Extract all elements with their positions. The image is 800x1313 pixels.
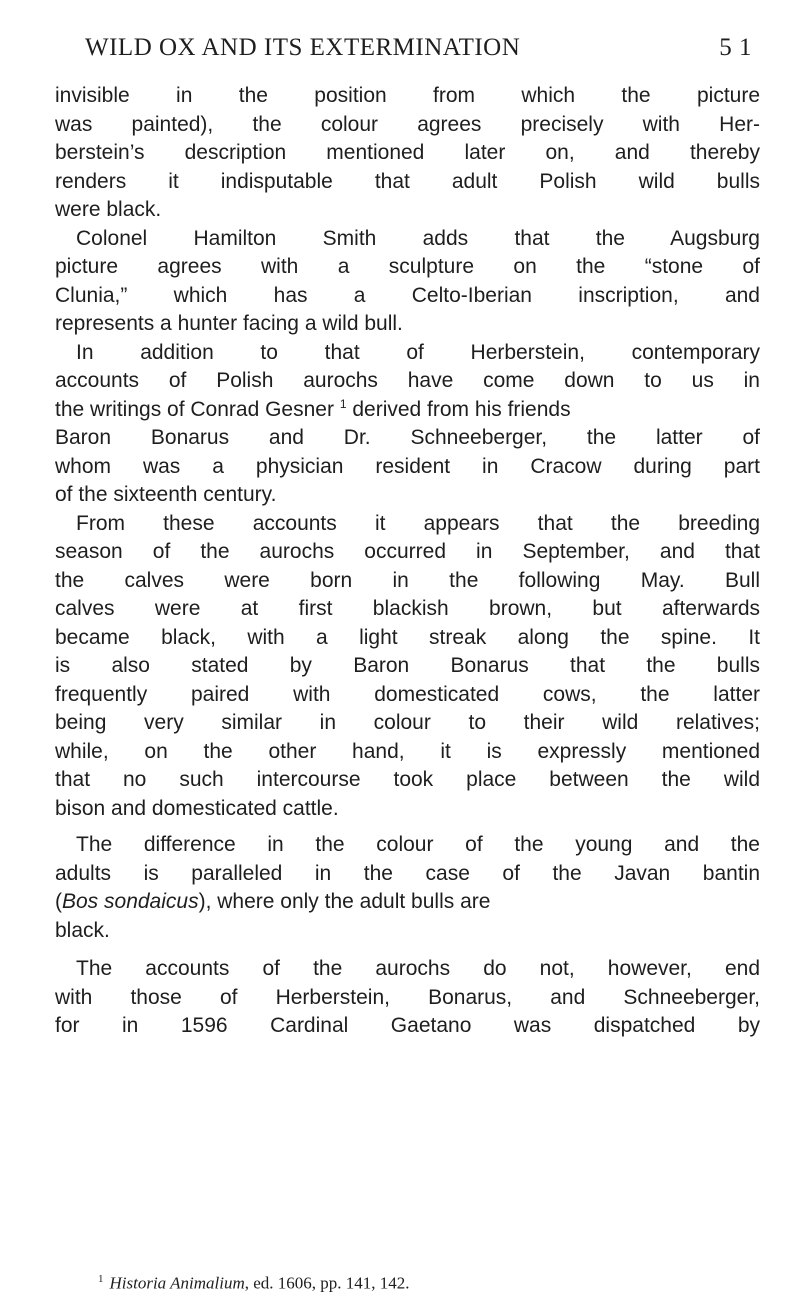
paragraph [55,831,760,945]
text-segment: derived from his friends [352,397,571,421]
body-text [55,82,760,1041]
text-line: frequently paired with domesticated cows, the latter [55,682,760,706]
footnote-text: , ed. 1606, pp. 141, 142. [244,1273,410,1293]
text-segment: ), where only the adult bulls are [198,890,491,913]
text-line: Colonel Hamilton Smith adds that the Augsburg [76,226,760,250]
footnote-mark: 1 [98,1273,104,1285]
text-line: In addition to that of Herberstein, contemporary [76,340,760,364]
text-line: black. [55,918,110,942]
text-line: the calves were born in the following May. Bull [55,568,760,592]
footnote [98,1273,410,1294]
text-line: accounts of Polish aurochs have come down to us in [55,369,760,392]
running-head [70,28,760,68]
text-line: adults is paralleled in the case of the Javan bantin [55,861,760,885]
text-line: being very similar in colour to their wild relatives; [55,711,760,734]
text-line: The difference in the colour of the young and the [76,833,760,856]
text-line: is also stated by Baron Bonarus that the bulls [55,654,760,677]
text-segment: the writings of Conrad Gesner [55,397,334,421]
text-line: was painted), the colour agrees precisely with Her- [55,112,760,136]
text-line: From these accounts it appears that the breeding [76,511,760,535]
text-line-with-species-name [55,888,760,917]
text-line: while, on the other hand, it is expressly mentioned [55,739,760,763]
paragraph [55,339,760,510]
text-line: for in 1596 Cardinal Gaetano was dispatched by [55,1014,760,1037]
text-line: Baron Bonarus and Dr. Schneeberger, the latter of [55,426,760,449]
text-line: Clunia,” which has a Celto-Iberian inscription, and [55,283,760,307]
text-line: were black. [55,198,162,221]
text-line: of the sixteenth century. [55,483,277,506]
paragraph [55,955,760,1041]
text-line: with those of Herberstein, Bonarus, and Schneeberger, [55,985,760,1009]
text-line: bison and domesticated cattle. [55,796,339,820]
text-line: berstein’s description mentioned later on, and thereby [55,141,760,164]
text-line: became black, with a light streak along the spine. It [55,625,760,649]
text-line: represents a hunter facing a wild bull. [55,312,403,335]
footnote-title: Historia Animalium [109,1273,245,1293]
text-line: that no such intercourse took place between the wild [55,768,760,791]
text-line: season of the aurochs occurred in September, and that [55,540,760,563]
text-line: calves were at first blackish brown, but afterwards [55,597,760,620]
text-line: invisible in the position from which the picture [55,84,760,107]
paragraph [55,82,760,225]
species-name: Bos sondaicus [62,890,199,913]
text-line: renders it indisputable that adult Polish wild bulls [55,169,760,193]
text-segment: ( [55,890,62,913]
text-line-with-footnote-ref [55,396,760,425]
running-title: WILD OX AND ITS EXTERMINATION [85,34,521,61]
footnote-ref[interactable]: 1 [339,396,347,411]
paragraph [55,225,760,339]
text-line: whom was a physician resident in Cracow during part [55,454,760,478]
text-line: The accounts of the aurochs do not, however, end [76,957,760,980]
paragraph [55,510,760,824]
page-number: 5 1 [719,34,752,61]
text-line: picture agrees with a sculpture on the “stone of [55,255,760,278]
